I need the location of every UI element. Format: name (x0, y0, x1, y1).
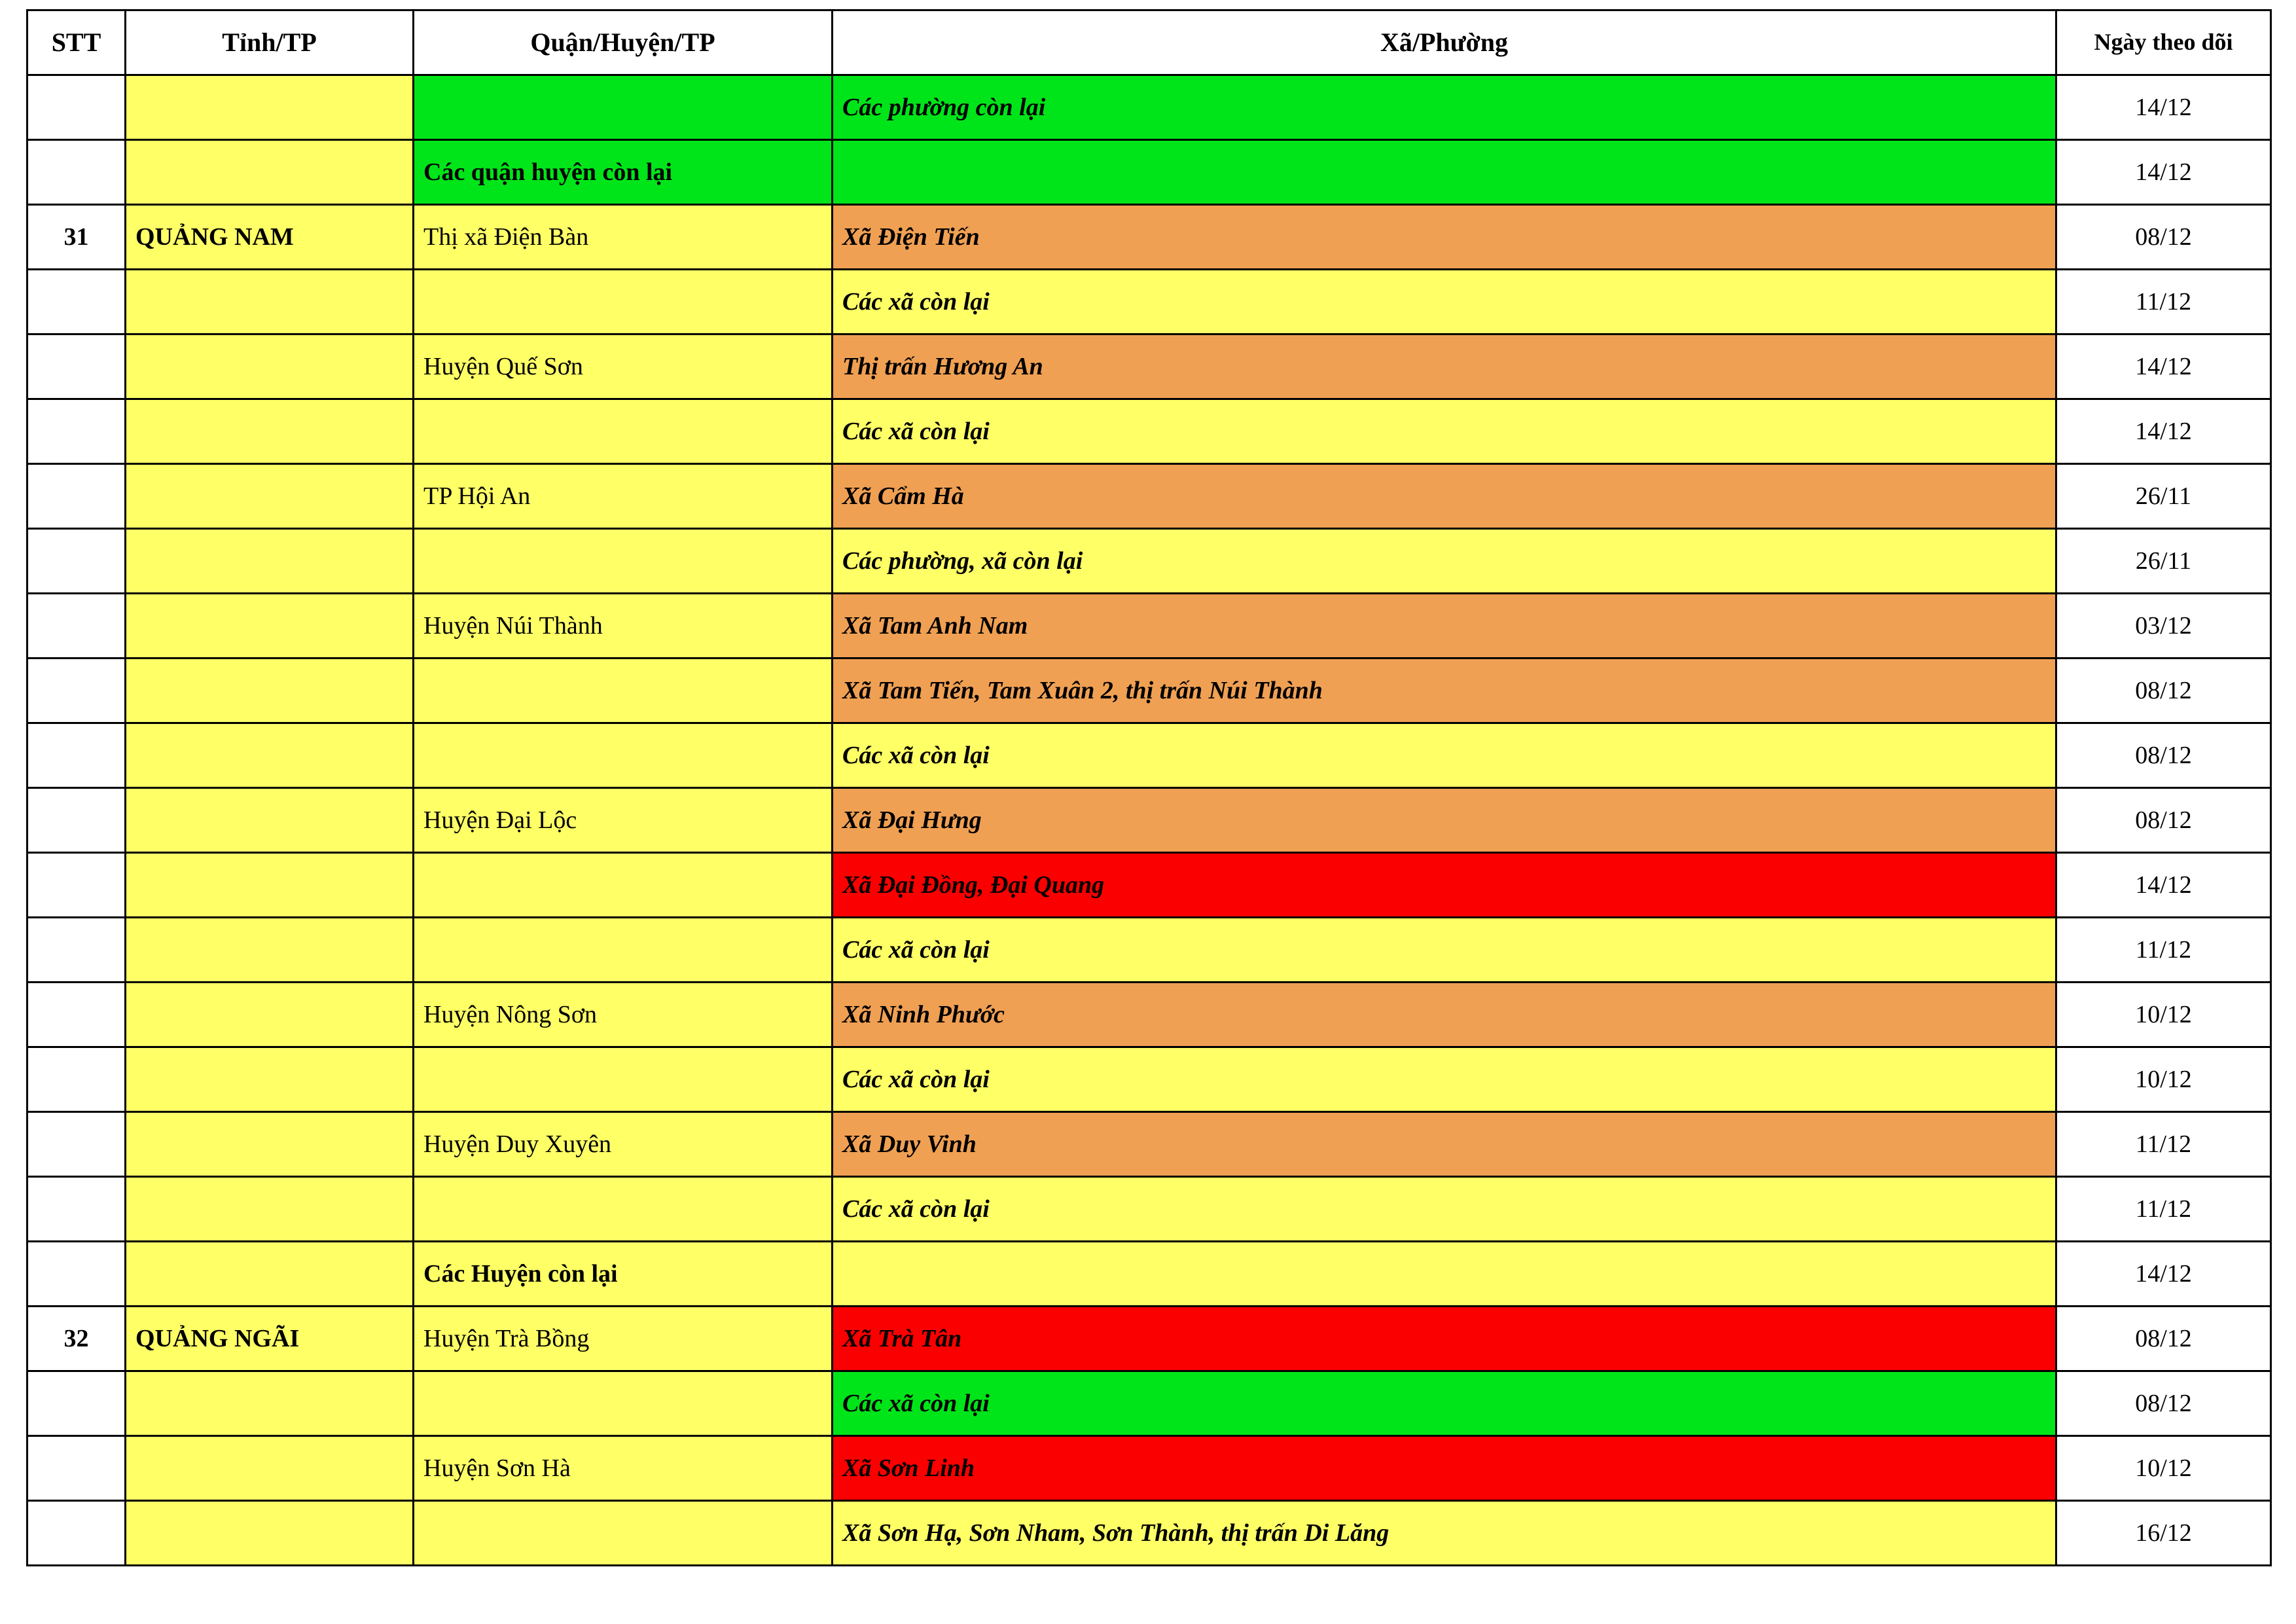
cell-ward: Xã Tam Tiến, Tam Xuân 2, thị trấn Núi Thành (833, 659, 2056, 723)
cell-monitor-date: 11/12 (2056, 1112, 2271, 1177)
cell-district: Huyện Trà Bồng (414, 1307, 833, 1371)
cell-stt (27, 1242, 126, 1307)
cell-ward: Xã Sơn Linh (833, 1436, 2056, 1501)
cell-district: Huyện Núi Thành (414, 594, 833, 659)
cell-stt (27, 983, 126, 1047)
cell-district (414, 75, 833, 140)
cell-monitor-date: 03/12 (2056, 594, 2271, 659)
cell-monitor-date: 08/12 (2056, 659, 2271, 723)
cell-province (126, 529, 414, 594)
cell-monitor-date: 10/12 (2056, 1047, 2271, 1112)
cell-stt (27, 75, 126, 140)
cell-district: Huyện Quế Sơn (414, 334, 833, 399)
table-row (27, 334, 2271, 399)
cell-district (414, 1047, 833, 1112)
cell-monitor-date: 08/12 (2056, 1371, 2271, 1436)
table-row (27, 853, 2271, 918)
cell-monitor-date: 11/12 (2056, 270, 2271, 334)
header-ward: Xã/Phường (833, 10, 2056, 75)
cell-province (126, 140, 414, 205)
cell-stt (27, 334, 126, 399)
cell-province: QUẢNG NAM (126, 205, 414, 270)
cell-province (126, 1436, 414, 1501)
cell-stt (27, 464, 126, 529)
cell-monitor-date: 14/12 (2056, 140, 2271, 205)
cell-ward: Các xã còn lại (833, 1177, 2056, 1242)
table-row (27, 464, 2271, 529)
cell-district (414, 270, 833, 334)
cell-province (126, 1047, 414, 1112)
cell-stt (27, 1177, 126, 1242)
cell-monitor-date: 10/12 (2056, 1436, 2271, 1501)
table-row (27, 659, 2271, 723)
cell-district (414, 1177, 833, 1242)
table-row (27, 1242, 2271, 1307)
cell-district (414, 399, 833, 464)
cell-monitor-date: 14/12 (2056, 75, 2271, 140)
table-row (27, 1371, 2271, 1436)
cell-ward (833, 1242, 2056, 1307)
header-monitor-date: Ngày theo dõi (2056, 10, 2271, 75)
table-row (27, 918, 2271, 983)
cell-province (126, 1242, 414, 1307)
header-district: Quận/Huyện/TP (414, 10, 833, 75)
table-row (27, 399, 2271, 464)
cell-province (126, 983, 414, 1047)
cell-stt (27, 270, 126, 334)
table-row (27, 270, 2271, 334)
cell-stt (27, 1371, 126, 1436)
cell-district (414, 723, 833, 788)
table-row (27, 205, 2271, 270)
cell-province (126, 853, 414, 918)
cell-monitor-date: 08/12 (2056, 1307, 2271, 1371)
cell-district (414, 918, 833, 983)
cell-ward: Xã Đại Hưng (833, 788, 2056, 853)
table-row (27, 75, 2271, 140)
cell-ward: Các xã còn lại (833, 723, 2056, 788)
cell-province (126, 1177, 414, 1242)
cell-province (126, 918, 414, 983)
cell-province (126, 464, 414, 529)
table-row (27, 529, 2271, 594)
cell-province (126, 270, 414, 334)
cell-ward: Các phường, xã còn lại (833, 529, 2056, 594)
cell-monitor-date: 11/12 (2056, 918, 2271, 983)
table-row (27, 1307, 2271, 1371)
table-row (27, 1501, 2271, 1566)
cell-ward: Xã Ninh Phước (833, 983, 2056, 1047)
cell-stt (27, 788, 126, 853)
cell-stt (27, 594, 126, 659)
cell-district: Huyện Đại Lộc (414, 788, 833, 853)
cell-district: Huyện Nông Sơn (414, 983, 833, 1047)
cell-stt (27, 723, 126, 788)
cell-province (126, 1371, 414, 1436)
cell-province (126, 1112, 414, 1177)
cell-monitor-date: 08/12 (2056, 788, 2271, 853)
header-province: Tỉnh/TP (126, 10, 414, 75)
cell-monitor-date: 14/12 (2056, 334, 2271, 399)
cell-stt (27, 918, 126, 983)
table-row (27, 1177, 2271, 1242)
cell-district (414, 1501, 833, 1566)
cell-ward: Xã Tam Anh Nam (833, 594, 2056, 659)
cell-district (414, 659, 833, 723)
cell-district (414, 529, 833, 594)
cell-province (126, 723, 414, 788)
cell-province (126, 659, 414, 723)
cell-stt (27, 1112, 126, 1177)
cell-stt (27, 1436, 126, 1501)
table-body (27, 75, 2271, 1566)
cell-monitor-date: 26/11 (2056, 529, 2271, 594)
cell-district: Huyện Sơn Hà (414, 1436, 833, 1501)
cell-stt (27, 1501, 126, 1566)
cell-stt: 31 (27, 205, 126, 270)
cell-monitor-date: 26/11 (2056, 464, 2271, 529)
cell-province (126, 1501, 414, 1566)
cell-monitor-date: 14/12 (2056, 1242, 2271, 1307)
cell-district: Các quận huyện còn lại (414, 140, 833, 205)
cell-monitor-date: 11/12 (2056, 1177, 2271, 1242)
cell-district: Huyện Duy Xuyên (414, 1112, 833, 1177)
table-row (27, 594, 2271, 659)
cell-stt: 32 (27, 1307, 126, 1371)
cell-stt (27, 659, 126, 723)
cell-ward: Các xã còn lại (833, 918, 2056, 983)
cell-stt (27, 140, 126, 205)
cell-province (126, 399, 414, 464)
cell-monitor-date: 10/12 (2056, 983, 2271, 1047)
cell-ward: Các xã còn lại (833, 399, 2056, 464)
table-row (27, 788, 2271, 853)
cell-stt (27, 1047, 126, 1112)
table-row (27, 723, 2271, 788)
cell-stt (27, 399, 126, 464)
cell-ward: Xã Điện Tiến (833, 205, 2056, 270)
cell-ward: Xã Duy Vinh (833, 1112, 2056, 1177)
cell-province: QUẢNG NGÃI (126, 1307, 414, 1371)
cell-district: Thị xã Điện Bàn (414, 205, 833, 270)
cell-stt (27, 853, 126, 918)
header-row (27, 10, 2271, 75)
cell-district (414, 853, 833, 918)
cell-monitor-date: 08/12 (2056, 723, 2271, 788)
table-row (27, 983, 2271, 1047)
cell-monitor-date: 14/12 (2056, 399, 2271, 464)
cell-monitor-date: 14/12 (2056, 853, 2271, 918)
cell-district: TP Hội An (414, 464, 833, 529)
cell-ward: Xã Đại Đồng, Đại Quang (833, 853, 2056, 918)
cell-ward: Xã Sơn Hạ, Sơn Nham, Sơn Thành, thị trấn Di Lăng (833, 1501, 2056, 1566)
table-row (27, 1047, 2271, 1112)
cell-district: Các Huyện còn lại (414, 1242, 833, 1307)
cell-province (126, 788, 414, 853)
cell-ward: Các xã còn lại (833, 270, 2056, 334)
epidemic-level-table (26, 9, 2272, 1566)
cell-ward: Các phường còn lại (833, 75, 2056, 140)
cell-monitor-date: 08/12 (2056, 205, 2271, 270)
cell-district (414, 1371, 833, 1436)
cell-province (126, 75, 414, 140)
table-header (27, 10, 2271, 75)
cell-province (126, 594, 414, 659)
table-row (27, 1436, 2271, 1501)
cell-province (126, 334, 414, 399)
cell-ward: Các xã còn lại (833, 1371, 2056, 1436)
cell-ward (833, 140, 2056, 205)
cell-stt (27, 529, 126, 594)
cell-ward: Xã Trà Tân (833, 1307, 2056, 1371)
cell-monitor-date: 16/12 (2056, 1501, 2271, 1566)
table-row (27, 140, 2271, 205)
header-stt: STT (27, 10, 126, 75)
cell-ward: Thị trấn Hương An (833, 334, 2056, 399)
cell-ward: Xã Cẩm Hà (833, 464, 2056, 529)
table-row (27, 1112, 2271, 1177)
cell-ward: Các xã còn lại (833, 1047, 2056, 1112)
